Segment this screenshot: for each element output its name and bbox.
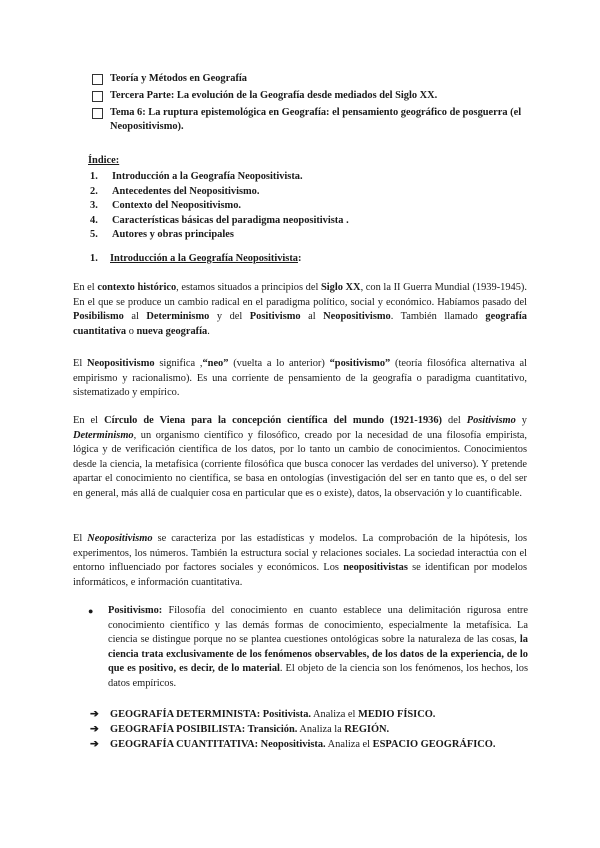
index-item-label: Autores y obras principales <box>112 229 234 241</box>
arrow-right-icon: ➔ <box>90 709 99 720</box>
index-title: Índice: <box>88 155 120 166</box>
text: Analiza el <box>325 739 373 750</box>
text: o <box>126 325 137 337</box>
text: (teoría filosófica alternativa al empirismo y racionalismo). Es una corriente de pensamiento de la geografía o paradigma cuantitativo, sistematizado y empírico. <box>73 358 527 399</box>
paragraph-historical-context <box>73 281 527 339</box>
bold-text: ESPACIO GEOGRÁFICO. <box>372 739 496 750</box>
bold-text: Siglo XX <box>320 282 361 293</box>
bold-text: “neo” <box>202 358 229 369</box>
paragraph-neopositivism-meaning <box>73 357 527 401</box>
bold-text: Neopositivismo <box>323 311 391 323</box>
header-item <box>92 106 522 134</box>
text: El <box>73 358 87 369</box>
arrow-right-icon: ➔ <box>90 724 99 735</box>
index-item <box>88 170 349 184</box>
bold-text: REGIÓN. <box>344 724 390 735</box>
text: En el <box>73 282 98 293</box>
arrow-right-icon: ➔ <box>90 739 99 750</box>
bullet-text <box>108 604 528 692</box>
text: se identifican por modelos informáticos, e información cuantitativa. <box>73 562 527 588</box>
index-item <box>88 214 349 228</box>
index-item-label: Contexto del Neopositivismo. <box>112 200 242 212</box>
section-number: 1. <box>90 253 98 264</box>
text: . <box>207 325 210 337</box>
header-item-text: Tercera Parte: La evolución de la Geografía desde mediados del Siglo XX. <box>110 90 438 101</box>
index-item-number: 2. <box>90 185 98 197</box>
list-item-text <box>110 722 389 737</box>
text: , estamos situados a principios del <box>176 282 321 293</box>
paragraph-characteristics <box>73 532 527 590</box>
index-item <box>88 199 349 213</box>
text: y del <box>209 311 250 323</box>
bold-text: Positivismo <box>249 311 301 323</box>
index-item-number: 1. <box>90 171 98 183</box>
bold-text: GEOGRAFÍA POSIBILISTA: Transición. <box>110 724 298 735</box>
index-item <box>88 228 349 242</box>
geography-types-list <box>90 707 530 752</box>
checkbox-icon[interactable] <box>92 108 103 119</box>
text: se caracteriza por las estadísticas y modelos. La comprobación de la hipótesis, los experimentos, los números. También la estructura social y relaciones sociales. La sociedad interactúa con el entorno influenciado por factores sociales y económicos. Los <box>73 533 527 574</box>
index-item-label: Características básicas del paradigma neopositivista . <box>112 214 349 226</box>
header-item-text: Tema 6: La ruptura epistemológica en Geografía: el pensamiento geográfico de posguerra (el Neopositivismo). <box>110 107 522 132</box>
text: (vuelta a lo anterior) <box>228 358 330 369</box>
list-item-text <box>110 737 495 752</box>
checkbox-icon[interactable] <box>92 91 103 102</box>
bold-text: GEOGRAFÍA CUANTITATIVA: Neopositivista. <box>110 739 326 750</box>
section-heading <box>90 253 301 264</box>
bold-text: Determinismo <box>73 429 134 441</box>
bold-text: Posibilismo <box>73 311 124 323</box>
index-item <box>88 185 349 199</box>
text: y <box>515 415 528 426</box>
bold-text: “positivismo” <box>329 358 391 369</box>
table-of-contents <box>88 154 349 242</box>
header-item <box>92 72 522 86</box>
bullet-positivism <box>88 604 528 692</box>
list-item-text <box>110 707 435 722</box>
paragraph-vienna-circle <box>73 414 527 502</box>
bold-text: nueva geografía <box>136 325 208 337</box>
section-colon: : <box>298 253 302 264</box>
text: Analiza la <box>297 724 345 735</box>
index-item-number: 4. <box>90 214 98 226</box>
text: . También llamado <box>390 311 486 323</box>
text: Analiza el <box>311 709 359 720</box>
list-item <box>90 707 530 722</box>
text: Filosofía del conocimiento en cuanto establece una delimitación rigurosa entre conocimiento científico y las demás formas de conocimiento, especialmente la metafísica. La ciencia se distingue porque no se plantea cuestiones ontológicas sobre la naturaleza de las cosas, <box>108 605 528 646</box>
checkbox-icon[interactable] <box>92 74 103 85</box>
bold-text: Círculo de Viena para la concepción científica del mundo (1921-1936) <box>104 415 442 426</box>
list-item <box>90 722 530 737</box>
bold-text: Neopositivismo <box>87 358 155 369</box>
index-item-number: 5. <box>90 229 98 241</box>
index-item-label: Antecedentes del Neopositivismo. <box>112 185 260 197</box>
bold-text: Determinismo <box>146 311 210 323</box>
bold-text: la ciencia trata exclusivamente de los fenómenos observables, de los datos de la experiencia, de lo que es positivo, es decir, de lo material <box>108 634 528 675</box>
text: , con la II Guerra Mundial (1939-1945). En el que se produce un cambio radical en el paradigma político, social y económico. Habíamos pasado del <box>73 282 527 308</box>
bold-text: contexto histórico <box>97 282 177 293</box>
text: significa , <box>154 358 203 369</box>
bullet-dot-icon: ● <box>88 606 94 616</box>
index-item-label: Introducción a la Geografía Neopositivista. <box>112 171 303 183</box>
bold-text: GEOGRAFÍA DETERMINISTA: Positivista. <box>110 709 311 720</box>
bold-text: MEDIO FÍSICO. <box>358 709 436 720</box>
header-item-text: Teoría y Métodos en Geografía <box>110 73 247 84</box>
text: , un organismo científico y filosófico, creado por la necesidad de una filosofía empirista, lógica y de verificación científica de los datos, por lo tanto un cambio de conocimientos. Conocimientos desde la ciencia, la metafísica (corriente filosófica que busca conocer las verdades del universo). Y pretende apartar el conocimiento no científica, se basa en ontologías (investigación del ser en tanto que es, o del ser en general, más allá de cualquier cosa en particular que es o existe), datos, la observación y lo cuantificable. <box>73 429 527 499</box>
bold-text: Positivismo <box>466 415 516 426</box>
text: . El objeto de la ciencia son los fenómenos, los hechos, los datos empíricos. <box>108 663 528 689</box>
bold-text: geografía cuantitativa <box>73 311 527 337</box>
text: al <box>300 311 324 323</box>
bold-text: neopositivistas <box>343 562 408 574</box>
text: del <box>442 415 467 426</box>
text: al <box>123 311 147 323</box>
list-item <box>90 737 530 752</box>
index-item-number: 3. <box>90 200 98 212</box>
text: El <box>73 533 88 544</box>
section-title: Introducción a la Geografía Neopositivista <box>110 253 298 264</box>
text: En el <box>73 415 105 426</box>
bold-text: Positivismo: <box>108 605 163 616</box>
course-header <box>92 72 522 137</box>
bold-text: Neopositivismo <box>87 533 153 544</box>
header-item <box>92 89 522 103</box>
